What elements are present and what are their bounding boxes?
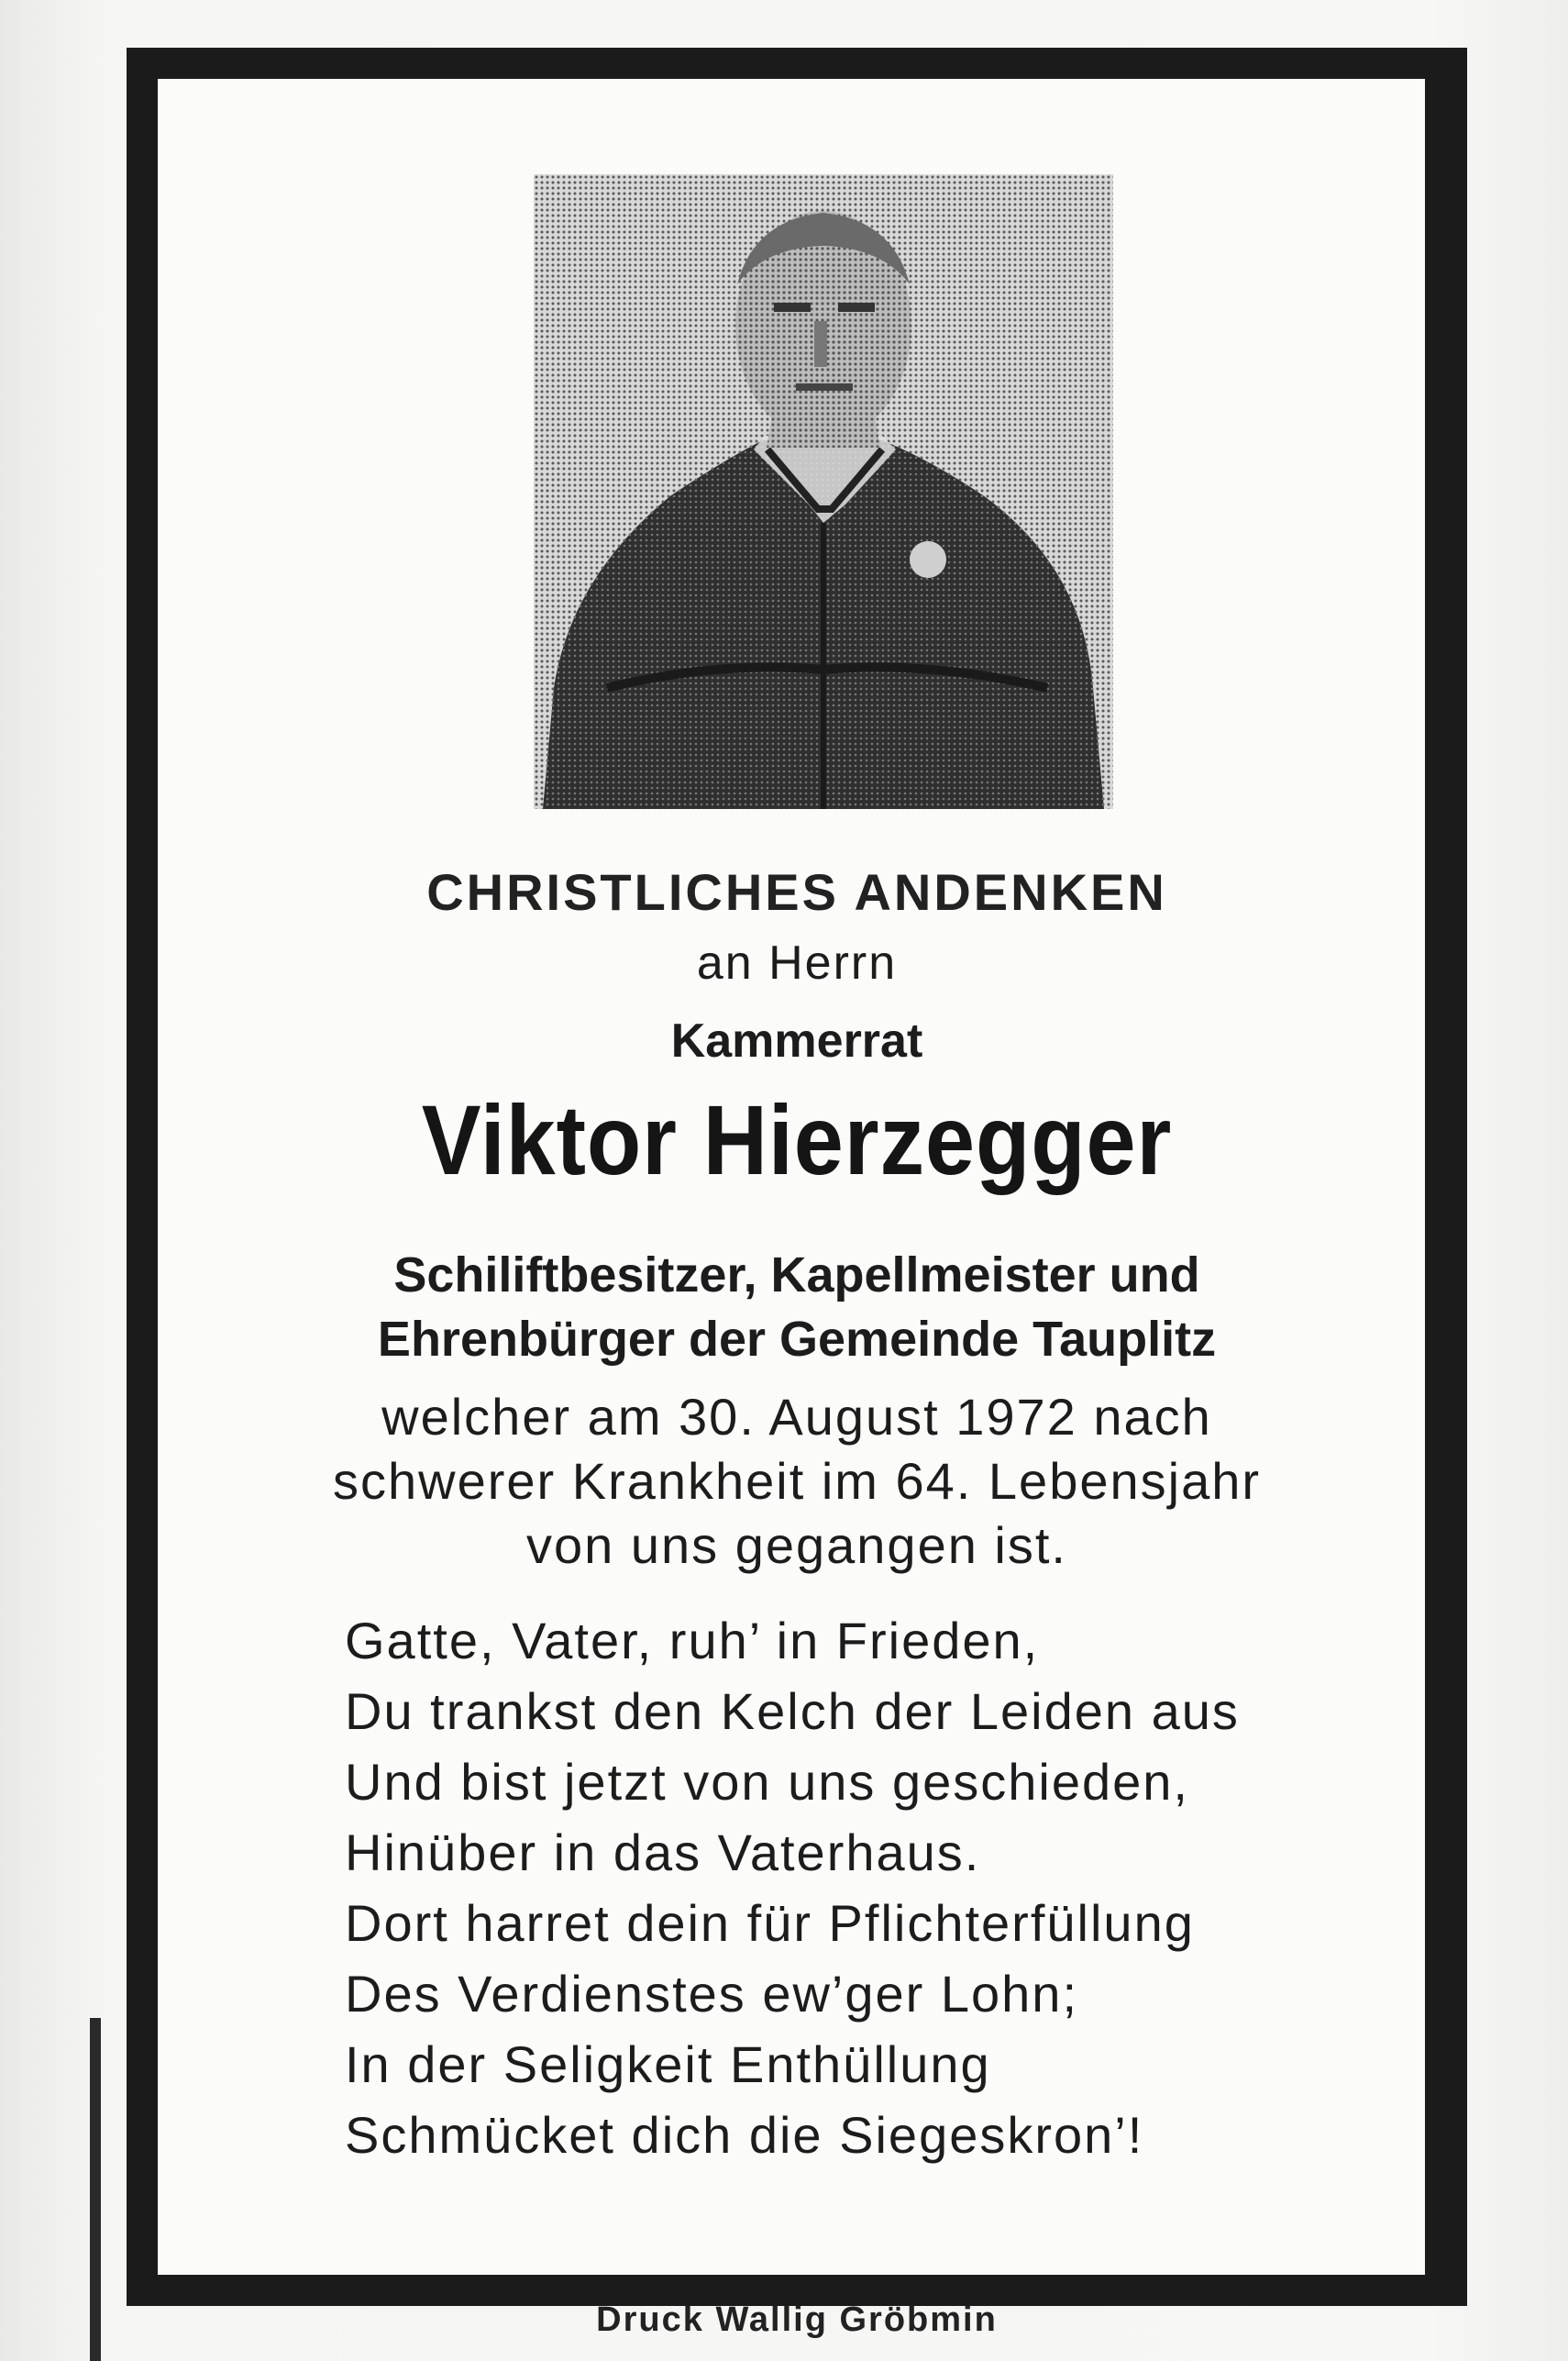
death-notice-line: welcher am 30. August 1972 nach — [381, 1388, 1212, 1446]
death-notice — [127, 1385, 1467, 1578]
occupation-titles — [127, 1243, 1467, 1371]
poem-line: Des Verdienstes ew’ger Lohn; — [345, 1965, 1078, 2023]
death-notice-line: schwerer Krankheit im 64. Lebensjahr — [332, 1452, 1262, 1510]
scan-edge-strip — [90, 2018, 101, 2361]
deceased-name: Viktor Hierzegger — [421, 1084, 1173, 1195]
title-line: Schiliftbesitzer, Kapellmeister und — [393, 1247, 1200, 1302]
poem-line: Hinüber in das Vaterhaus. — [345, 1823, 981, 1881]
poem-line: Und bist jetzt von uns geschieden, — [345, 1753, 1189, 1811]
poem-line: Dort harret dein für Pflichterfüllung — [345, 1894, 1195, 1952]
printer-credit: Druck Wallig Gröbmin — [596, 2300, 998, 2339]
title-line: Ehrenbürger der Gemeinde Tauplitz — [377, 1312, 1217, 1367]
poem-line: Du trankst den Kelch der Leiden aus — [345, 1682, 1240, 1740]
honorific-title: Kammerrat — [670, 1014, 923, 1068]
death-notice-line: von uns gegangen ist. — [526, 1516, 1067, 1574]
portrait-photo — [534, 174, 1113, 809]
card-heading: CHRISTLICHES ANDENKEN — [426, 863, 1167, 921]
poem-line: In der Seligkeit Enthüllung — [345, 2035, 991, 2093]
salutation: an Herrn — [696, 937, 898, 990]
poem-line: Schmücket dich die Siegeskron’! — [345, 2106, 1144, 2164]
poem-line: Gatte, Vater, ruh’ in Frieden, — [345, 1612, 1040, 1669]
memorial-poem — [345, 1605, 1445, 2170]
portrait-figure — [534, 174, 1113, 809]
